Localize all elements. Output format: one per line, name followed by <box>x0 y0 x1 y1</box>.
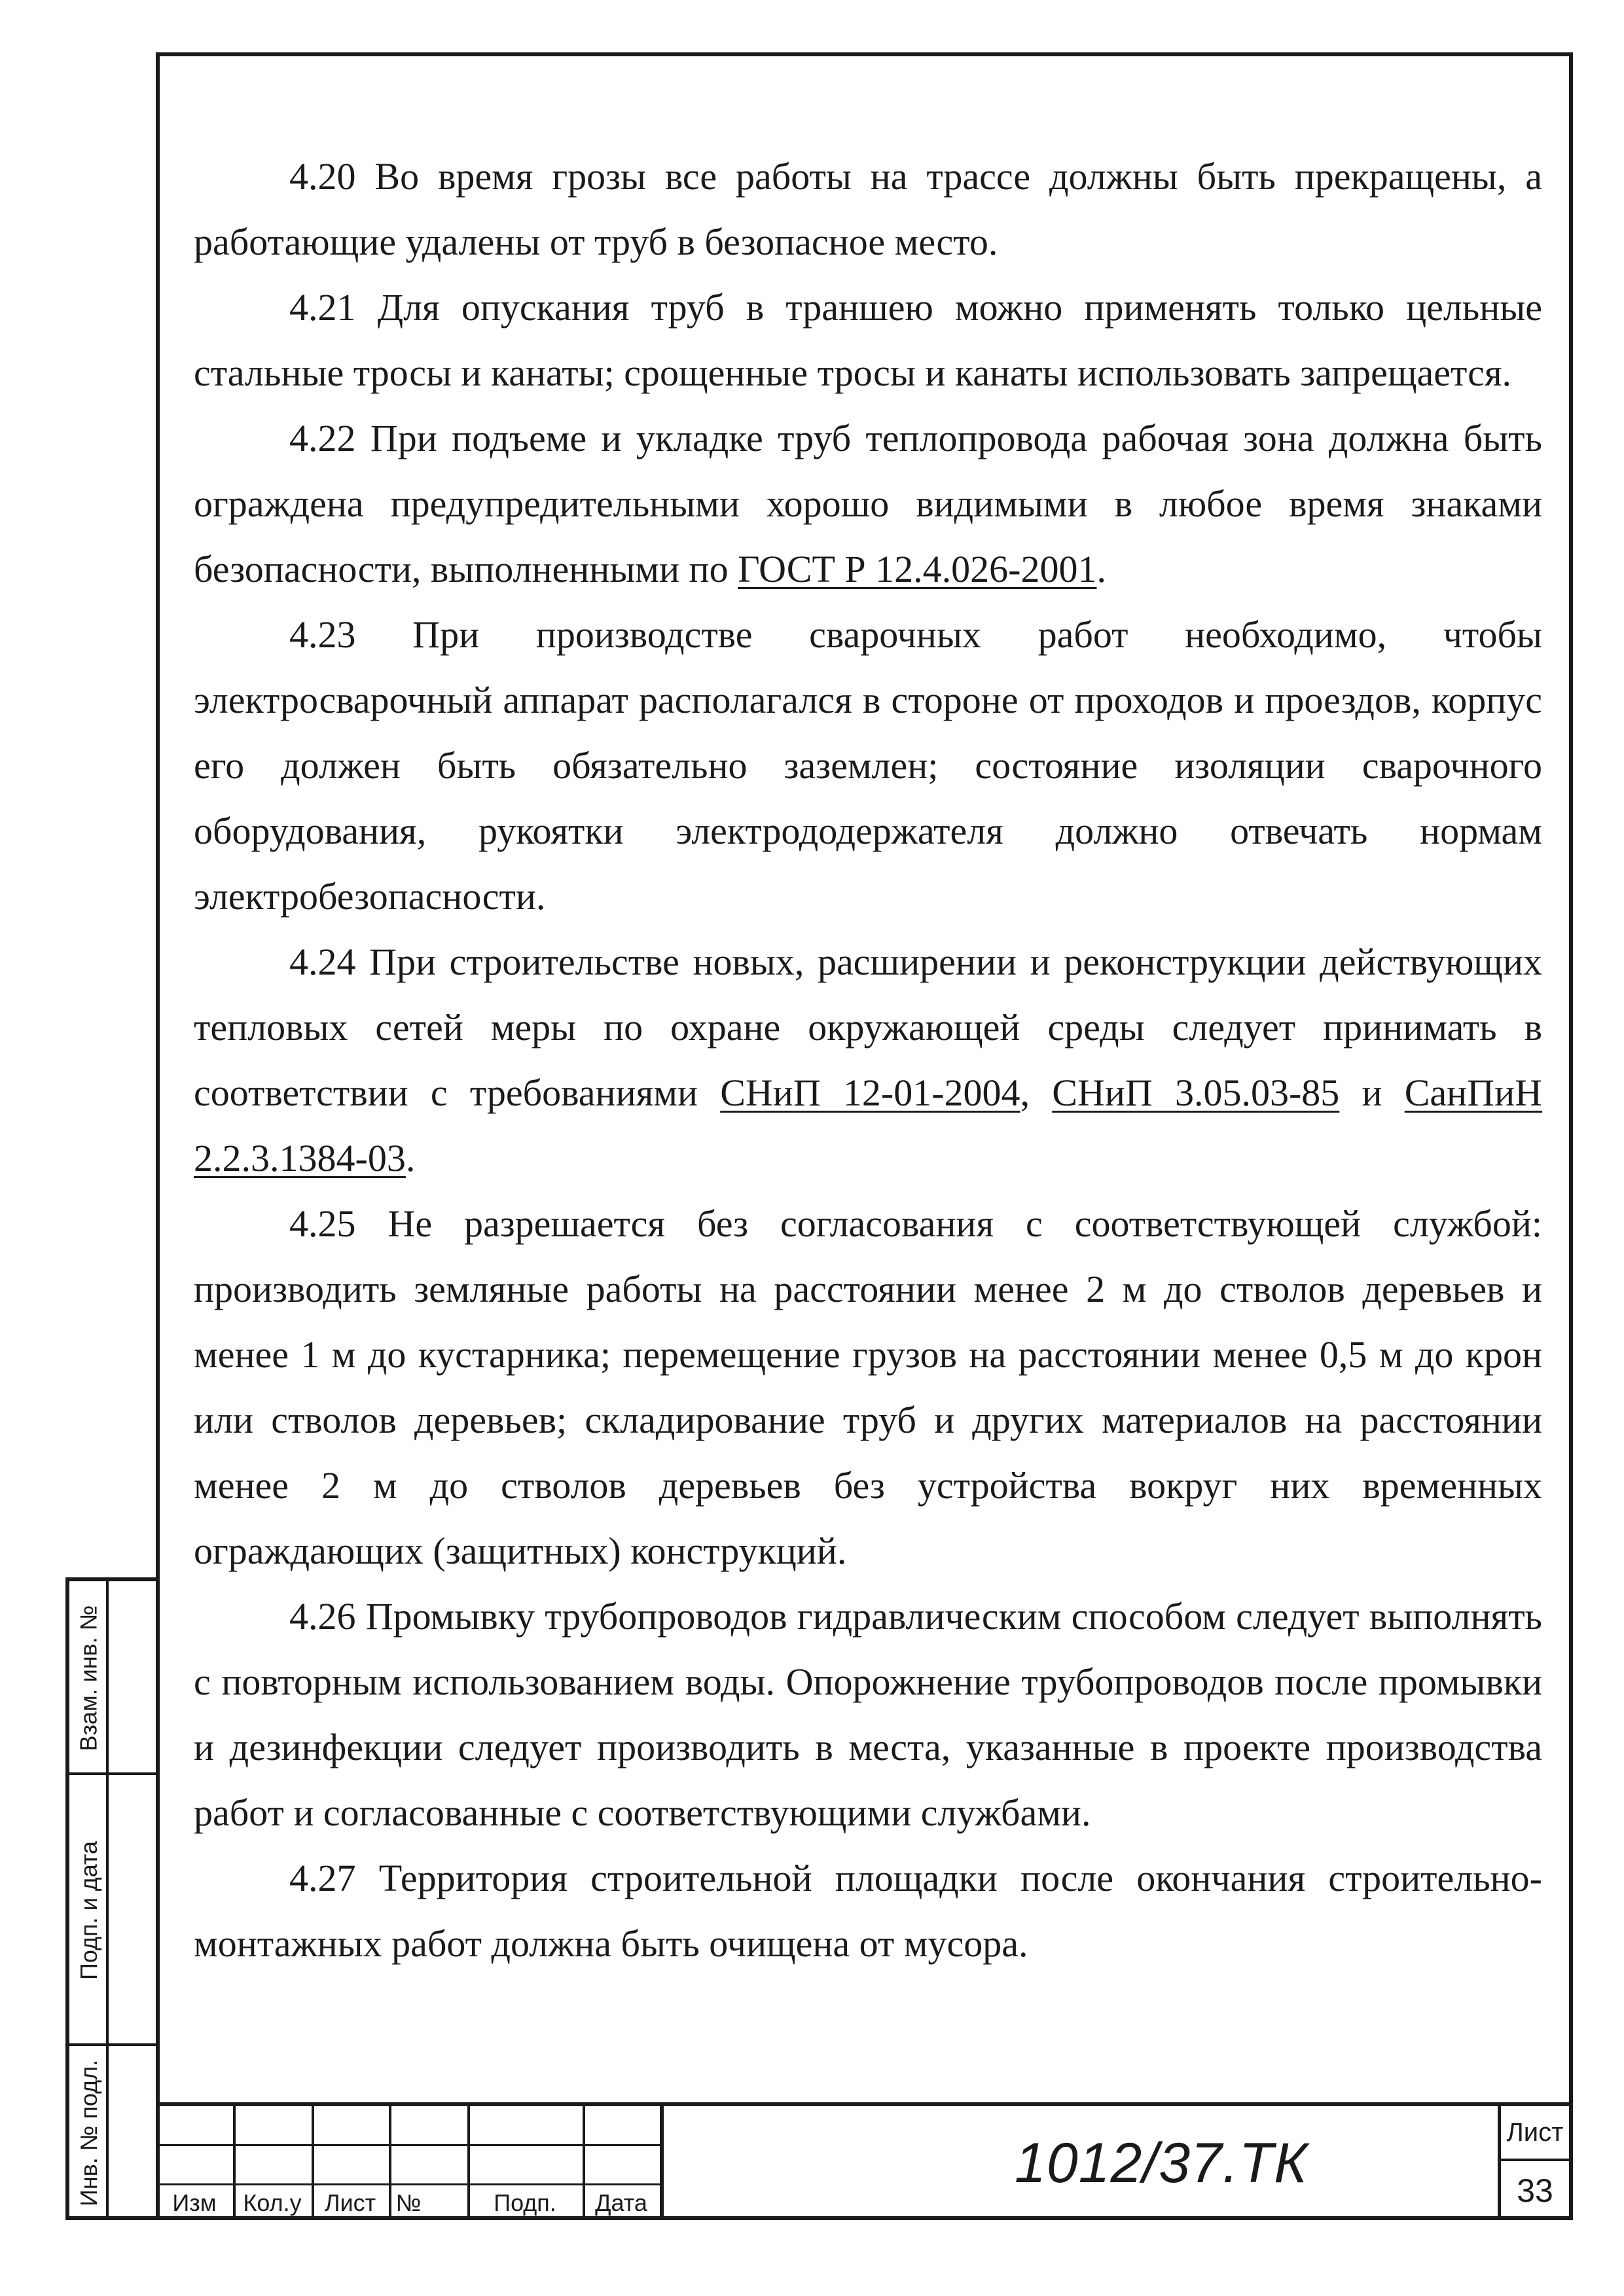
col-izm: Изм <box>172 2189 217 2216</box>
col-kol-uch: Кол.у <box>243 2189 302 2216</box>
sanpin-link[interactable]: СанПиН 2.2.3.1384-03 <box>194 1071 1542 1179</box>
paragraph-4-21: 4.21 Для опускания труб в траншею можно применять только цельные стальные тросы и канаты; срощенные тросы и канаты использовать запрещается. <box>194 286 1542 394</box>
separator-text: и <box>1339 1071 1405 1114</box>
sheet-number: 33 <box>1517 2172 1553 2209</box>
col-data: Дата <box>595 2189 647 2216</box>
col-podp: Подп. <box>494 2189 556 2216</box>
paragraph-4-20: 4.20 Во время грозы все работы на трассе должны быть прекращены, а работающие удалены от труб в безопасное место. <box>194 155 1542 263</box>
inv-podl-text: Инв. № подл. <box>75 2059 102 2207</box>
col-number: № <box>395 2189 422 2216</box>
paragraph-4-24 <box>194 929 1542 1191</box>
paragraph-text: 4.24 При строительстве новых, расширении и реконструкции действующих тепловых сетей меры по охране окружающей среды следует принимать в соответствии с требованиями <box>194 941 1542 1114</box>
paragraph-4-27: 4.27 Территория строительной площадки после окончания строительно-монтажных работ должна быть очищена от мусора. <box>194 1857 1542 1965</box>
snip-12-link[interactable]: СНиП 12-01-2004 <box>720 1071 1020 1114</box>
snip-3-05-link[interactable]: СНиП 3.05.03-85 <box>1052 1071 1340 1114</box>
paragraph-4-22 <box>194 406 1542 602</box>
paragraph-text: . <box>1096 548 1106 590</box>
document-body <box>194 144 1542 1977</box>
separator-text: , <box>1020 1071 1053 1114</box>
paragraph-text: . <box>405 1137 416 1179</box>
paragraph-4-23: 4.23 При производстве сварочных работ необходимо, чтобы электросварочный аппарат располагался в стороне от проходов и проездов, корпус его должен быть обязательно заземлен; состояние изоляции сварочного оборудования, рукоятки электрододержателя должно отвечать нормам электробезопасности. <box>194 613 1542 918</box>
podp-data-label <box>69 1775 109 2046</box>
paragraph-text: 4.22 При подъеме и укладке труб теплопровода рабочая зона должна быть ограждена предупредительными хорошо видимыми в любое время знаками безопасности, выполненными по <box>194 417 1542 590</box>
gost-link[interactable]: ГОСТ Р 12.4.026-2001 <box>738 548 1097 590</box>
revision-table <box>156 2106 660 2220</box>
paragraph-4-26: 4.26 Промывку трубопроводов гидравлическим способом следует выполнять с повторным использованием воды. Опорожнение трубопроводов после промывки и дезинфекции следует производить в места, указанные в проекте производства работ и согласованные с соответствующими службами. <box>194 1595 1542 1834</box>
document-code: 1012/37.ТК <box>1015 2131 1308 2195</box>
paragraph-4-25: 4.25 Не разрешается без согласования с соответствующей службой: производить земляные работы на расстоянии менее 2 м до стволов деревьев и менее 1 м до кустарника; перемещение грузов на расстоянии менее 0,5 м до крон или стволов деревьев; складирование труб и других материалов на расстоянии менее 2 м до стволов деревьев без устройства вокруг них временных ограждающих (защитных) конструкций. <box>194 1202 1542 1572</box>
vzam-inv-text: Взам. инв. № <box>75 1605 102 1751</box>
side-stamp <box>65 1577 156 2220</box>
inv-podl-label <box>69 2046 109 2220</box>
vzam-inv-label <box>69 1581 109 1775</box>
title-block <box>156 2102 1573 2220</box>
podp-data-text: Подп. и дата <box>75 1840 102 1981</box>
sheet-label: Лист <box>1501 2106 1569 2161</box>
col-list: Лист <box>324 2189 376 2216</box>
